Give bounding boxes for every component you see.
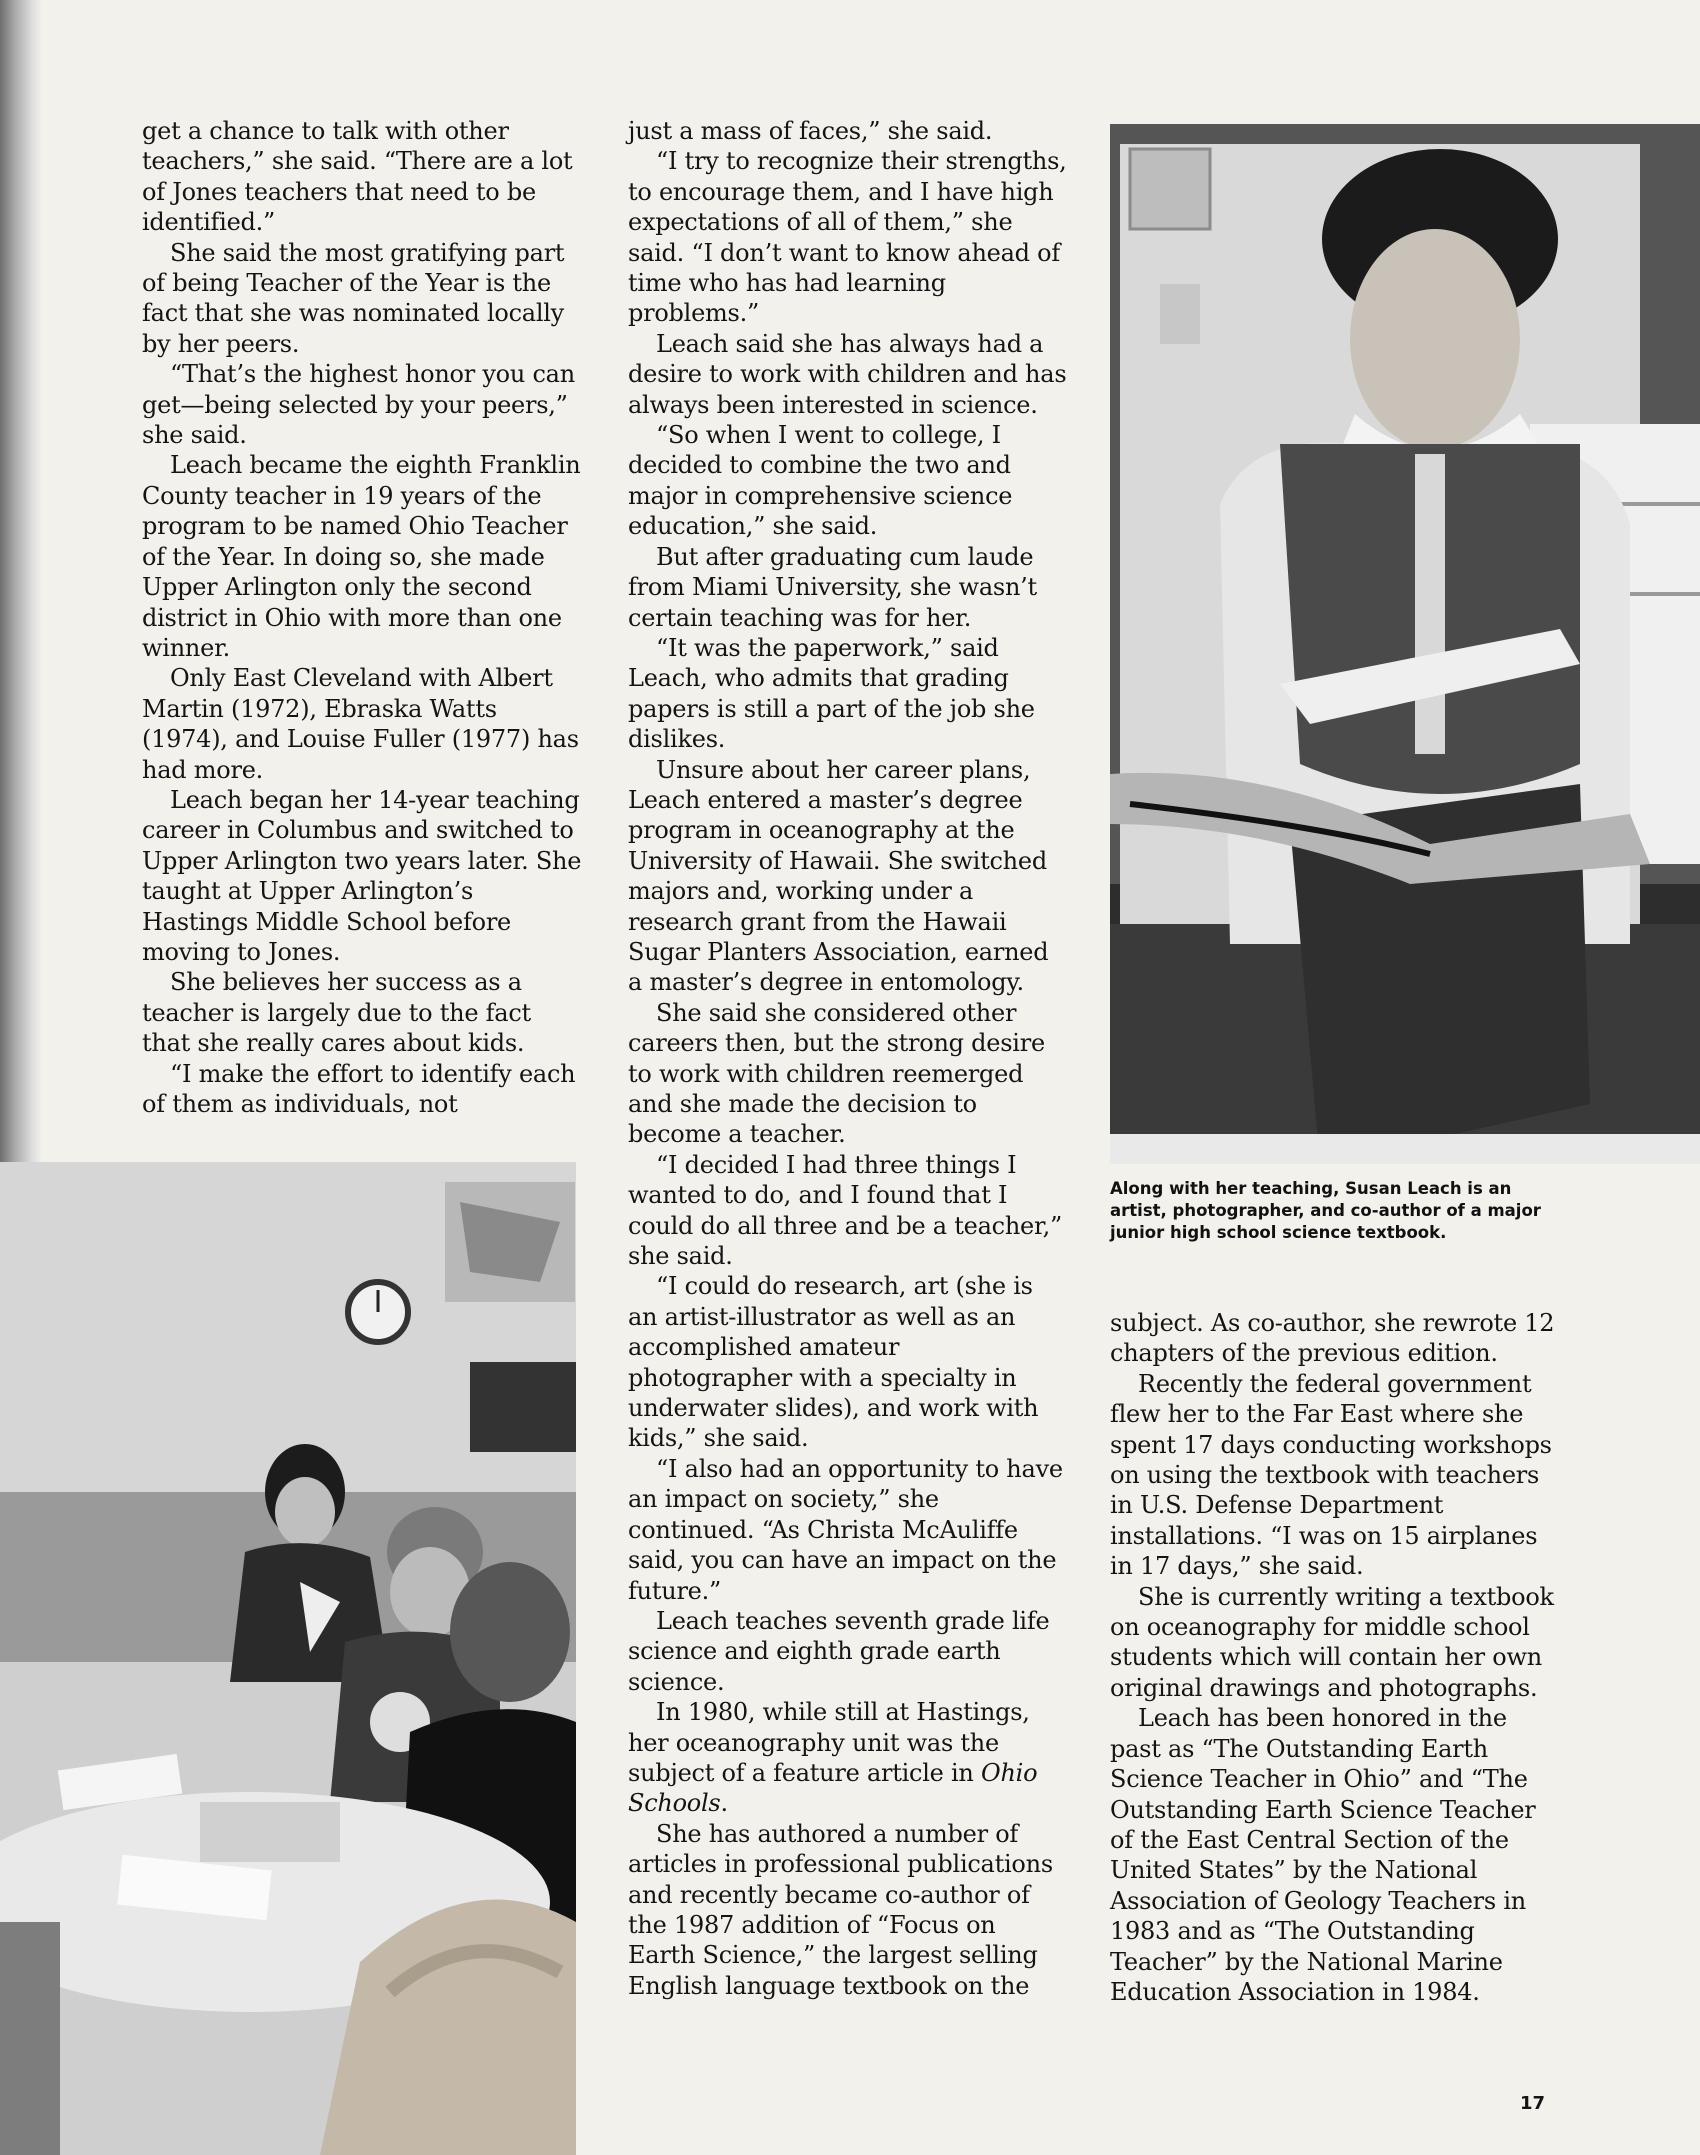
article-paragraph: She has authored a number of articles in professional publications and recently became co-author of the 1987 addition of “Focus on Earth Science,” the largest selling English language textbook on the [628, 1819, 1053, 2000]
article-paragraph: “It was the paperwork,” said Leach, who admits that grading papers is still a part of the job she dislikes. [628, 633, 1035, 754]
article-paragraph: In 1980, while still at Hastings, her oceanography unit was the subject of a feature article in Ohio Schools. [628, 1698, 1038, 1818]
photo-caption: Along with her teaching, Susan Leach is an artist, photographer, and co-author of a major junior high school science textbook. [1110, 1179, 1541, 1242]
article-paragraph: She is currently writing a textbook on oceanography for middle school students which will contain her own original drawings and photographs. [1110, 1582, 1554, 1702]
article-paragraph: Leach began her 14-year teaching career in Columbus and switched to Upper Arlington two years later. She taught at Upper Arlington’s Hastings Middle School before moving to Jones. [142, 785, 582, 966]
article-paragraph: “So when I went to college, I decided to combine the two and major in comprehensive science education,” she said. [628, 421, 1013, 541]
article-column-3 [1110, 1308, 1555, 2007]
article-paragraph: She said she considered other careers then, but the strong desire to work with children reemerged and she made the decision to become a teacher. [628, 998, 1045, 1149]
article-column-2 [628, 116, 1068, 2001]
page-number: 17 [1520, 2093, 1546, 2114]
article-paragraph: “I try to recognize their strengths, to encourage them, and I have high expectations of all of them,” she said. “I don’t want to know ahead of time who has had learning problems.” [628, 147, 1067, 328]
article-paragraph: She believes her success as a teacher is largely due to the fact that she really cares about kids. [142, 968, 531, 1058]
article-paragraph: Leach has been honored in the past as “The Outstanding Earth Science Teacher in Ohio” and “The Outstanding Earth Science Teacher of the East Central Section of the United States” by the National Association of Geology Teachers in 1983 and as “The Outstanding Teacher” by the National Marine Education Association in 1984. [1110, 1704, 1536, 2006]
article-paragraph: get a chance to talk with other teachers,” she said. “There are a lot of Jones teachers that need to be identified.” [142, 117, 573, 237]
article-paragraph: subject. As co-author, she rewrote 12 chapters of the previous edition. [1110, 1309, 1555, 1368]
article-paragraph: Leach said she has always had a desire to work with children and has always been interested in science. [628, 329, 1067, 419]
classroom-photo [0, 1162, 576, 2155]
article-paragraph: Unsure about her career plans, Leach entered a master’s degree program in oceanography at the University of Hawaii. She switched majors and, working under a research grant from the Hawaii Sugar Planters Association, earned a master’s degree in entomology. [628, 755, 1049, 997]
article-paragraph: just a mass of faces,” she said. [628, 117, 993, 145]
article-paragraph: Recently the federal government flew her to the Far East where she spent 17 days conducting workshops on using the textbook with teachers in U.S. Defense Department installations. “I was on 15 airplanes in 17 days,” she said. [1110, 1369, 1552, 1581]
article-paragraph: But after graduating cum laude from Miami University, she wasn’t certain teaching was for her. [628, 542, 1037, 632]
article-paragraph: “I could do research, art (she is an artist-illustrator as well as an accomplished amateur photographer with a specialty in underwater slides), and work with kids,” she said. [628, 1272, 1039, 1453]
article-paragraph: “I decided I had three things I wanted to do, and I found that I could do all three and be a teacher,” she said. [628, 1150, 1062, 1271]
article-paragraph: She said the most gratifying part of being Teacher of the Year is the fact that she was nominated locally by her peers. [142, 238, 565, 358]
article-paragraph: Leach teaches seventh grade life science and eighth grade earth science. [628, 1606, 1050, 1696]
article-column-1 [142, 116, 582, 1119]
article-paragraph: Only East Cleveland with Albert Martin (1972), Ebraska Watts (1974), and Louise Fuller (1977) has had more. [142, 664, 579, 784]
article-paragraph: Leach became the eighth Franklin County teacher in 19 years of the program to be named Ohio Teacher of the Year. In doing so, she made Upper Arlington only the second district in Ohio with more than one winner. [142, 451, 581, 662]
teacher-photo [1110, 124, 1700, 1164]
article-paragraph: “I also had an opportunity to have an impact on society,” she continued. “As Christa McAuliffe said, you can have an impact on the future.” [628, 1454, 1063, 1605]
article-paragraph: “I make the effort to identify each of them as individuals, not [142, 1059, 576, 1118]
article-paragraph: “That’s the highest honor you can get—being selected by your peers,” she said. [142, 360, 575, 450]
